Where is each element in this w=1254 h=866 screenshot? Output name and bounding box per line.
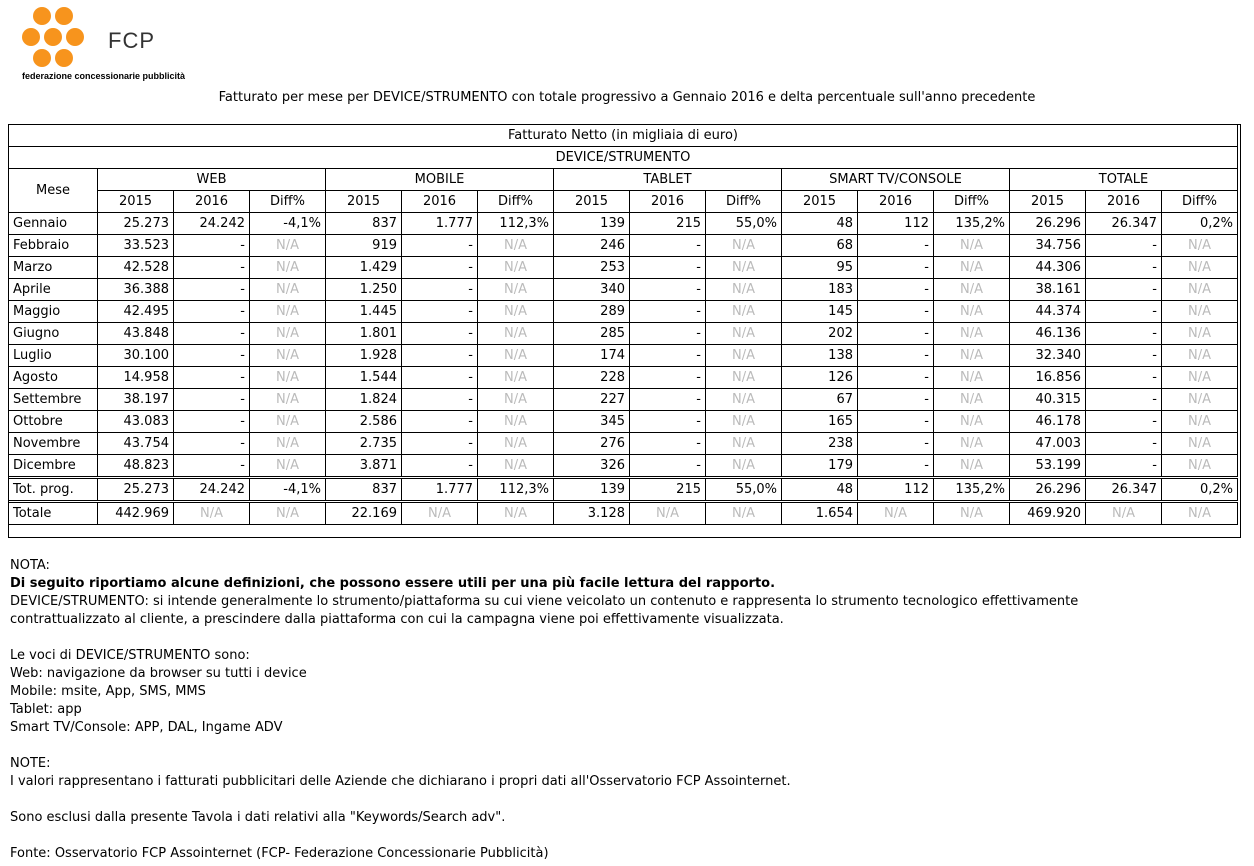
value-cell: - <box>858 323 934 345</box>
group-header: TOTALE <box>1010 169 1238 191</box>
column-header: 2016 <box>630 191 706 213</box>
column-header: 2015 <box>1010 191 1086 213</box>
value-cell: N/A <box>250 389 326 411</box>
value-cell: 919 <box>326 235 402 257</box>
value-cell: - <box>174 323 250 345</box>
month-cell: Marzo <box>9 257 98 279</box>
value-cell: 43.754 <box>98 433 174 455</box>
value-cell: 0,2% <box>1162 478 1238 502</box>
value-cell: N/A <box>478 502 554 525</box>
value-cell: 1.445 <box>326 301 402 323</box>
value-cell: - <box>174 301 250 323</box>
value-cell: 469.920 <box>1010 502 1086 525</box>
value-cell: N/A <box>934 323 1010 345</box>
month-cell: Ottobre <box>9 411 98 433</box>
value-cell: 24.242 <box>174 213 250 235</box>
value-cell: 2.586 <box>326 411 402 433</box>
column-header: 2015 <box>326 191 402 213</box>
month-cell: Luglio <box>9 345 98 367</box>
value-cell: 442.969 <box>98 502 174 525</box>
value-cell: N/A <box>1162 389 1238 411</box>
value-cell: - <box>630 279 706 301</box>
value-cell: 1.544 <box>326 367 402 389</box>
value-cell: 22.169 <box>326 502 402 525</box>
value-cell: - <box>1086 433 1162 455</box>
month-cell: Totale <box>9 502 98 525</box>
note-line: Tablet: app <box>10 702 82 717</box>
note-line: Le voci di DEVICE/STRUMENTO sono: <box>10 648 250 663</box>
table-row <box>9 345 1238 367</box>
value-cell: - <box>1086 389 1162 411</box>
value-cell: 179 <box>782 455 858 478</box>
value-cell: - <box>402 279 478 301</box>
value-cell: N/A <box>934 411 1010 433</box>
value-cell: - <box>1086 367 1162 389</box>
value-cell: 165 <box>782 411 858 433</box>
value-cell: N/A <box>706 301 782 323</box>
page-title: Fatturato per mese per DEVICE/STRUMENTO con totale progressivo a Gennaio 2016 e delta percentuale sull'anno precedente <box>218 90 1036 105</box>
value-cell: 95 <box>782 257 858 279</box>
group-header: SMART TV/CONSOLE <box>782 169 1010 191</box>
value-cell: 44.374 <box>1010 301 1086 323</box>
logo-text: FCP <box>108 28 155 53</box>
value-cell: 1.928 <box>326 345 402 367</box>
value-cell: 215 <box>630 478 706 502</box>
value-cell: 26.296 <box>1010 478 1086 502</box>
value-cell: 135,2% <box>934 213 1010 235</box>
value-cell: 40.315 <box>1010 389 1086 411</box>
value-cell: - <box>630 301 706 323</box>
value-cell: 55,0% <box>706 213 782 235</box>
value-cell: 227 <box>554 389 630 411</box>
group-header: WEB <box>98 169 326 191</box>
value-cell: N/A <box>250 301 326 323</box>
value-cell: N/A <box>1162 367 1238 389</box>
value-cell: N/A <box>478 279 554 301</box>
value-cell: - <box>858 235 934 257</box>
value-cell: N/A <box>706 235 782 257</box>
value-cell: - <box>630 257 706 279</box>
value-cell: 36.388 <box>98 279 174 301</box>
mese-header: Mese <box>9 169 98 213</box>
value-cell: N/A <box>1162 279 1238 301</box>
value-cell: N/A <box>250 433 326 455</box>
value-cell: N/A <box>1162 301 1238 323</box>
value-cell: N/A <box>1086 502 1162 525</box>
value-cell: - <box>858 455 934 478</box>
value-cell: 1.429 <box>326 257 402 279</box>
value-cell: - <box>402 367 478 389</box>
value-cell: N/A <box>1162 345 1238 367</box>
note-line: Web: navigazione da browser su tutti i device <box>10 666 307 681</box>
value-cell: - <box>858 279 934 301</box>
value-cell: 228 <box>554 367 630 389</box>
value-cell: N/A <box>934 235 1010 257</box>
value-cell: 44.306 <box>1010 257 1086 279</box>
value-cell: - <box>1086 257 1162 279</box>
note-line: Di seguito riportiamo alcune definizioni, che possono essere utili per una più facile lettura del rapporto. <box>10 576 776 591</box>
value-cell: N/A <box>934 345 1010 367</box>
note-line: contrattualizzato al cliente, a prescindere dalla piattaforma con cui la campagna viene poi effettivamente visualizzata. <box>10 612 784 627</box>
note-line: NOTA: <box>10 558 50 573</box>
notes <box>10 557 1078 863</box>
month-cell: Tot. prog. <box>9 478 98 502</box>
value-cell: - <box>858 411 934 433</box>
value-cell: - <box>402 411 478 433</box>
value-cell: N/A <box>1162 502 1238 525</box>
table-row <box>9 279 1238 301</box>
value-cell: - <box>174 433 250 455</box>
value-cell: N/A <box>478 345 554 367</box>
note-line: Smart TV/Console: APP, DAL, Ingame ADV <box>10 720 283 735</box>
value-cell: 145 <box>782 301 858 323</box>
value-cell: - <box>174 389 250 411</box>
value-cell: 340 <box>554 279 630 301</box>
value-cell: - <box>402 301 478 323</box>
value-cell: - <box>174 279 250 301</box>
value-cell: N/A <box>630 502 706 525</box>
value-cell: - <box>630 455 706 478</box>
value-cell: - <box>630 367 706 389</box>
value-cell: 16.856 <box>1010 367 1086 389</box>
table-row <box>9 301 1238 323</box>
table-row <box>9 235 1238 257</box>
value-cell: N/A <box>478 411 554 433</box>
value-cell: N/A <box>478 257 554 279</box>
column-header: 2016 <box>858 191 934 213</box>
value-cell: 43.848 <box>98 323 174 345</box>
value-cell: - <box>174 257 250 279</box>
value-cell: N/A <box>1162 323 1238 345</box>
column-header: 2015 <box>554 191 630 213</box>
table-row <box>9 323 1238 345</box>
value-cell: N/A <box>478 323 554 345</box>
value-cell: 3.128 <box>554 502 630 525</box>
value-cell: 112,3% <box>478 213 554 235</box>
value-cell: - <box>858 345 934 367</box>
value-cell: - <box>1086 345 1162 367</box>
value-cell: N/A <box>250 502 326 525</box>
month-cell: Giugno <box>9 323 98 345</box>
value-cell: N/A <box>478 389 554 411</box>
value-cell: 30.100 <box>98 345 174 367</box>
value-cell: 139 <box>554 478 630 502</box>
value-cell: - <box>402 257 478 279</box>
value-cell: N/A <box>934 389 1010 411</box>
value-cell: 174 <box>554 345 630 367</box>
note-spacer <box>10 791 1078 809</box>
value-cell: N/A <box>250 345 326 367</box>
revenue-table <box>8 124 1238 525</box>
table-row <box>9 502 1238 525</box>
value-cell: N/A <box>1162 433 1238 455</box>
value-cell: - <box>174 345 250 367</box>
value-cell: N/A <box>1162 411 1238 433</box>
value-cell: 345 <box>554 411 630 433</box>
value-cell: N/A <box>706 502 782 525</box>
value-cell: 183 <box>782 279 858 301</box>
value-cell: N/A <box>478 301 554 323</box>
value-cell: 135,2% <box>934 478 1010 502</box>
column-header: Diff% <box>934 191 1010 213</box>
note-spacer <box>10 737 1078 755</box>
value-cell: 246 <box>554 235 630 257</box>
table-row <box>9 389 1238 411</box>
value-cell: - <box>1086 323 1162 345</box>
value-cell: N/A <box>478 433 554 455</box>
note-line: DEVICE/STRUMENTO: si intende generalmente lo strumento/piattaforma su cui viene veicolato un contenuto e rappresenta lo strumento tecnologico effettivamente <box>10 594 1079 609</box>
value-cell: 46.136 <box>1010 323 1086 345</box>
value-cell: 139 <box>554 213 630 235</box>
value-cell: N/A <box>250 235 326 257</box>
value-cell: 126 <box>782 367 858 389</box>
value-cell: N/A <box>706 433 782 455</box>
value-cell: 0,2% <box>1162 213 1238 235</box>
note-spacer <box>10 629 1078 647</box>
note-line: Fonte: Osservatorio FCP Assointernet (FCP- Federazione Concessionarie Pubblicità) <box>10 846 549 861</box>
value-cell: - <box>858 389 934 411</box>
value-cell: N/A <box>1162 455 1238 478</box>
value-cell: N/A <box>706 279 782 301</box>
value-cell: 238 <box>782 433 858 455</box>
value-cell: - <box>630 345 706 367</box>
value-cell: 43.083 <box>98 411 174 433</box>
value-cell: N/A <box>478 235 554 257</box>
table-row <box>9 213 1238 235</box>
value-cell: - <box>174 367 250 389</box>
value-cell: N/A <box>934 433 1010 455</box>
value-cell: N/A <box>706 389 782 411</box>
value-cell: - <box>858 367 934 389</box>
note-line: Sono esclusi dalla presente Tavola i dati relativi alla "Keywords/Search adv". <box>10 810 506 825</box>
value-cell: 276 <box>554 433 630 455</box>
value-cell: - <box>858 257 934 279</box>
value-cell: 1.777 <box>402 478 478 502</box>
value-cell: N/A <box>706 411 782 433</box>
month-cell: Gennaio <box>9 213 98 235</box>
value-cell: 112 <box>858 213 934 235</box>
value-cell: N/A <box>1162 235 1238 257</box>
group-header: TABLET <box>554 169 782 191</box>
value-cell: 837 <box>326 213 402 235</box>
value-cell: 3.871 <box>326 455 402 478</box>
value-cell: N/A <box>934 455 1010 478</box>
value-cell: N/A <box>706 345 782 367</box>
value-cell: 1.777 <box>402 213 478 235</box>
column-header: Diff% <box>478 191 554 213</box>
value-cell: 289 <box>554 301 630 323</box>
value-cell: - <box>402 345 478 367</box>
value-cell: 112,3% <box>478 478 554 502</box>
value-cell: - <box>630 323 706 345</box>
value-cell: 138 <box>782 345 858 367</box>
value-cell: -4,1% <box>250 478 326 502</box>
value-cell: N/A <box>250 455 326 478</box>
value-cell: N/A <box>706 323 782 345</box>
month-cell: Maggio <box>9 301 98 323</box>
value-cell: 26.296 <box>1010 213 1086 235</box>
note-spacer <box>10 827 1078 845</box>
value-cell: N/A <box>934 367 1010 389</box>
value-cell: N/A <box>934 257 1010 279</box>
value-cell: 48 <box>782 213 858 235</box>
column-header: Diff% <box>1162 191 1238 213</box>
month-cell: Agosto <box>9 367 98 389</box>
value-cell: 26.347 <box>1086 213 1162 235</box>
value-cell: 38.197 <box>98 389 174 411</box>
column-header: 2016 <box>1086 191 1162 213</box>
value-cell: 38.161 <box>1010 279 1086 301</box>
value-cell: - <box>630 411 706 433</box>
value-cell: - <box>858 433 934 455</box>
value-cell: N/A <box>402 502 478 525</box>
value-cell: N/A <box>250 279 326 301</box>
value-cell: N/A <box>250 411 326 433</box>
value-cell: 48 <box>782 478 858 502</box>
value-cell: 48.823 <box>98 455 174 478</box>
table-subtitle: DEVICE/STRUMENTO <box>9 147 1238 169</box>
value-cell: 1.824 <box>326 389 402 411</box>
value-cell: 42.528 <box>98 257 174 279</box>
value-cell: 253 <box>554 257 630 279</box>
value-cell: - <box>630 389 706 411</box>
value-cell: N/A <box>1162 257 1238 279</box>
value-cell: N/A <box>934 502 1010 525</box>
value-cell: N/A <box>250 367 326 389</box>
month-cell: Aprile <box>9 279 98 301</box>
value-cell: 55,0% <box>706 478 782 502</box>
column-header: Diff% <box>250 191 326 213</box>
column-header: Diff% <box>706 191 782 213</box>
value-cell: 42.495 <box>98 301 174 323</box>
value-cell: - <box>402 389 478 411</box>
value-cell: 1.801 <box>326 323 402 345</box>
table-row <box>9 367 1238 389</box>
value-cell: 67 <box>782 389 858 411</box>
month-cell: Febbraio <box>9 235 98 257</box>
value-cell: 68 <box>782 235 858 257</box>
value-cell: - <box>1086 301 1162 323</box>
column-header: 2015 <box>98 191 174 213</box>
table-row <box>9 433 1238 455</box>
group-header: MOBILE <box>326 169 554 191</box>
value-cell: - <box>402 455 478 478</box>
value-cell: 285 <box>554 323 630 345</box>
value-cell: N/A <box>478 455 554 478</box>
value-cell: - <box>1086 279 1162 301</box>
table-row <box>9 455 1238 478</box>
note-line: Mobile: msite, App, SMS, MMS <box>10 684 206 699</box>
value-cell: 215 <box>630 213 706 235</box>
value-cell: - <box>402 433 478 455</box>
table-row <box>9 257 1238 279</box>
value-cell: - <box>174 411 250 433</box>
value-cell: 837 <box>326 478 402 502</box>
value-cell: N/A <box>478 367 554 389</box>
month-cell: Dicembre <box>9 455 98 478</box>
value-cell: 33.523 <box>98 235 174 257</box>
value-cell: - <box>174 455 250 478</box>
month-cell: Novembre <box>9 433 98 455</box>
value-cell: N/A <box>706 257 782 279</box>
value-cell: N/A <box>250 257 326 279</box>
value-cell: - <box>1086 411 1162 433</box>
value-cell: - <box>402 235 478 257</box>
table-title: Fatturato Netto (in migliaia di euro) <box>9 125 1238 147</box>
value-cell: - <box>630 433 706 455</box>
note-line: I valori rappresentano i fatturati pubblicitari delle Aziende che dichiarano i propri dati all'Osservatorio FCP Assointernet. <box>10 774 791 789</box>
value-cell: 1.250 <box>326 279 402 301</box>
value-cell: 26.347 <box>1086 478 1162 502</box>
value-cell: 25.273 <box>98 213 174 235</box>
table-row <box>9 478 1238 502</box>
value-cell: 46.178 <box>1010 411 1086 433</box>
logo-subtitle: federazione concessionarie pubblicità <box>22 71 186 81</box>
value-cell: 112 <box>858 478 934 502</box>
value-cell: - <box>630 235 706 257</box>
column-header: 2016 <box>402 191 478 213</box>
value-cell: N/A <box>858 502 934 525</box>
value-cell: 53.199 <box>1010 455 1086 478</box>
value-cell: 47.003 <box>1010 433 1086 455</box>
value-cell: 2.735 <box>326 433 402 455</box>
flower-logo-icon <box>18 4 98 74</box>
value-cell: N/A <box>706 455 782 478</box>
value-cell: 326 <box>554 455 630 478</box>
column-header: 2015 <box>782 191 858 213</box>
value-cell: - <box>1086 455 1162 478</box>
value-cell: - <box>402 323 478 345</box>
value-cell: - <box>858 301 934 323</box>
note-line: NOTE: <box>10 756 51 771</box>
column-header: 2016 <box>174 191 250 213</box>
value-cell: N/A <box>250 323 326 345</box>
value-cell: - <box>174 235 250 257</box>
value-cell: 32.340 <box>1010 345 1086 367</box>
value-cell: 34.756 <box>1010 235 1086 257</box>
value-cell: N/A <box>934 279 1010 301</box>
value-cell: 25.273 <box>98 478 174 502</box>
value-cell: N/A <box>706 367 782 389</box>
value-cell: -4,1% <box>250 213 326 235</box>
value-cell: - <box>1086 235 1162 257</box>
value-cell: 202 <box>782 323 858 345</box>
month-cell: Settembre <box>9 389 98 411</box>
value-cell: 24.242 <box>174 478 250 502</box>
value-cell: 1.654 <box>782 502 858 525</box>
table-row <box>9 411 1238 433</box>
value-cell: 14.958 <box>98 367 174 389</box>
value-cell: N/A <box>174 502 250 525</box>
value-cell: N/A <box>934 301 1010 323</box>
